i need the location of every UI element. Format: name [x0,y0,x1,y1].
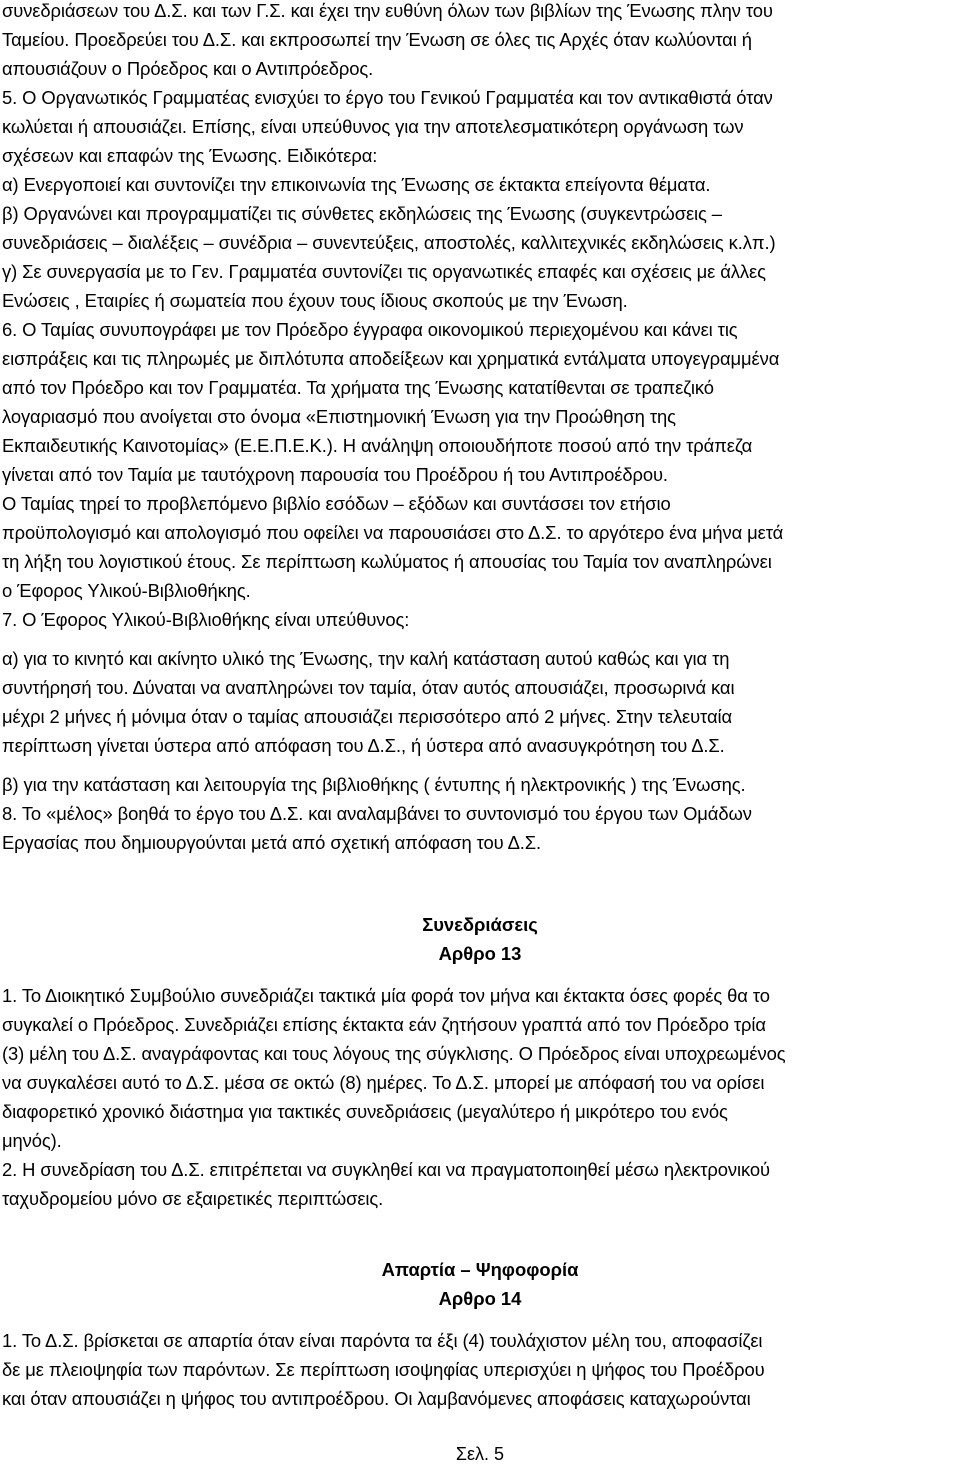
article-number: Αρθρο 14 [438,1288,522,1309]
body-line: β) για την κατάσταση και λειτουργία της βιβλιοθήκης ( έντυπης ή ηλεκτρονικής ) της Ένωσης. [2,774,746,795]
body-line: να συγκαλέσει αυτό το Δ.Σ. μέσα σε οκτώ (8) ημέρες. Το Δ.Σ. μπορεί με απόφασή του να ορίσει [2,1072,765,1093]
body-line: Ο Ταμίας τηρεί το προβλεπόμενο βιβλίο εσόδων – εξόδων και συντάσσει τον ετήσιο [2,493,671,514]
body-line: α) για το κινητό και ακίνητο υλικό της Ένωσης, την καλή κατάσταση αυτού καθώς και για τη [2,648,730,669]
body-line: Ταμείου. Προεδρεύει του Δ.Σ. και εκπροσωπεί την Ένωση σε όλες τις Αρχές όταν κωλύονται ή [2,29,752,50]
body-line: συνεδριάσεις – διαλέξεις – συνέδρια – συνεντεύξεις, αποστολές, καλλιτεχνικές εκδηλώσεις κ.λπ.) [2,232,776,253]
body-line: ταχυδρομείου μόνο σε εξαιρετικές περιπτώσεις. [2,1188,384,1209]
body-line: μέχρι 2 μήνες ή μόνιμα όταν ο ταμίας απουσιάζει περισσότερο από 2 μήνες. Στην τελευταία [2,706,733,727]
body-line: εισπράξεις και τις πληρωμές με διπλότυπα αποδείξεων και χρηματικά εντάλματα υπογεγραμμένα [2,348,780,369]
body-line: περίπτωση γίνεται ύστερα από απόφαση του Δ.Σ., ή ύστερα από ανασυγκρότηση του Δ.Σ. [2,735,725,756]
body-line: συνεδριάσεων του Δ.Σ. και των Γ.Σ. και έχει την ευθύνη όλων των βιβλίων της Ένωσης πλην του [2,0,773,21]
body-line: συγκαλεί ο Πρόεδρος. Συνεδριάζει επίσης έκτακτα εάν ζητήσουν γραπτά από τον Πρόεδρο τρία [2,1014,766,1035]
body-line: 1. Το Δ.Σ. βρίσκεται σε απαρτία όταν είναι παρόντα τα έξι (4) τουλάχιστον μέλη του, αποφασίζει [2,1330,763,1351]
body-line: διαφορετικό χρονικό διάστημα για τακτικές συνεδριάσεις (μεγαλύτερο ή μικρότερο του ενός [2,1101,728,1122]
body-line: 1. Το Διοικητικό Συμβούλιο συνεδριάζει τακτικά μία φορά τον μήνα και έκτακτα όσες φορές θα το [2,985,770,1006]
body-line: α) Ενεργοποιεί και συντονίζει την επικοινωνία της Ένωσης σε έκτακτα επείγοντα θέματα. [2,174,711,195]
body-line: Εκπαιδευτικής Καινοτομίας» (Ε.Ε.Π.Ε.Κ.). Η ανάληψη οποιουδήποτε ποσού από την τράπεζα [2,435,753,456]
body-line: σχέσεων και επαφών της Ένωσης. Ειδικότερα: [2,145,378,166]
body-line: γίνεται από τον Ταμία με ταυτόχρονη παρουσία του Προέδρου ή του Αντιπροέδρου. [2,464,668,485]
body-line: δε με πλειοψηφία των παρόντων. Σε περίπτωση ισοψηφίας υπερισχύει η ψήφος του Προέδρου [2,1359,765,1380]
body-line: απουσιάζουν ο Πρόεδρος και ο Αντιπρόεδρος. [2,58,374,79]
body-line: Ενώσεις , Εταιρίες ή σωματεία που έχουν τους ίδιους σκοπούς με την Ένωση. [2,290,628,311]
body-line: και όταν απουσιάζει η ψήφος του αντιπροέδρου. Οι λαμβανόμενες αποφάσεις καταχωρούνται [2,1388,751,1409]
body-line: από τον Πρόεδρο και τον Γραμματέα. Τα χρήματα της Ένωσης κατατίθενται σε τραπεζικό [2,377,714,398]
body-line: προϋπολογισμό και απολογισμό που οφείλει να παρουσιάσει στο Δ.Σ. το αργότερο ένα μήνα μετά [2,522,784,543]
body-line: Εργασίας που δημιουργούνται μετά από σχετική απόφαση του Δ.Σ. [2,832,542,853]
body-line: συντήρησή του. Δύναται να αναπληρώνει τον ταμία, όταν αυτός απουσιάζει, προσωρινά και [2,677,735,698]
body-line: 7. Ο Έφορος Υλικού-Βιβλιοθήκης είναι υπεύθυνος: [2,609,410,630]
body-line: κωλύεται ή απουσιάζει. Επίσης, είναι υπεύθυνος για την αποτελεσματικότερη οργάνωση των [2,116,744,137]
body-line: ο Έφορος Υλικού-Βιβλιοθήκης. [2,580,251,601]
section-title: Συνεδριάσεις [422,914,538,935]
body-line: τη λήξη του λογιστικού έτους. Σε περίπτωση κωλύματος ή απουσίας του Ταμία τον αναπληρώνει [2,551,772,572]
body-line: γ) Σε συνεργασία με το Γεν. Γραμματέα συντονίζει τις οργανωτικές επαφές και σχέσεις με άλλες [2,261,766,282]
body-line: λογαριασμό που ανοίγεται στο όνομα «Επιστημονική Ένωση για την Προώθηση της [2,406,676,427]
body-line: 8. Το «μέλος» βοηθά το έργο του Δ.Σ. και αναλαμβάνει το συντονισμό του έργου των Ομάδων [2,803,752,824]
article-number: Αρθρο 13 [438,943,522,964]
body-line: (3) μέλη του Δ.Σ. αναγράφοντας και τους λόγους της σύγκλισης. Ο Πρόεδρος είναι υποχρεωμένος [2,1043,786,1064]
body-line: μηνός). [2,1130,62,1151]
body-line: β) Οργανώνει και προγραμματίζει τις σύνθετες εκδηλώσεις της Ένωσης (συγκεντρώσεις – [2,203,722,224]
body-line: 6. Ο Ταμίας συνυπογράφει με τον Πρόεδρο έγγραφα οικονομικού περιεχομένου και κάνει τις [2,319,738,340]
body-line: 2. Η συνεδρίαση του Δ.Σ. επιτρέπεται να συγκληθεί και να πραγματοποιηθεί μέσω ηλεκτρονικού [2,1159,770,1180]
page-number: Σελ. 5 [455,1444,505,1464]
body-line: 5. Ο Οργανωτικός Γραμματέας ενισχύει το έργο του Γενικού Γραμματέα και τον αντικαθιστά όταν [2,87,773,108]
section-title: Απαρτία – Ψηφοφορία [381,1259,579,1280]
